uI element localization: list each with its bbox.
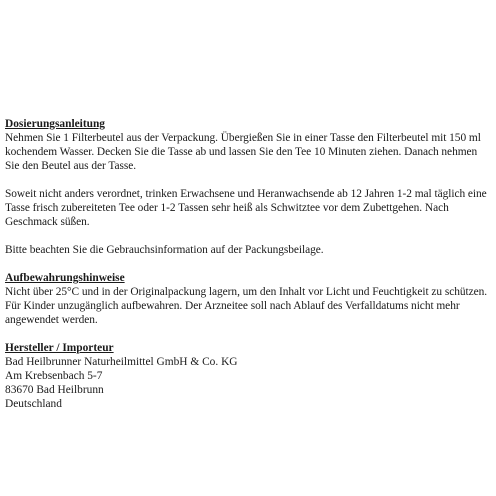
product-information-text — [5, 117, 493, 411]
dosage-section — [5, 117, 493, 257]
dosage-amount-paragraph: Soweit nicht anders verordnet, trinken Erwachsene und Heranwachsende ab 12 Jahren 1-2 mal täglich eine Tasse frisch zubereiteten Tee oder 1-2 Tassen sehr heiß als Schwitztee vor dem Zubettgehen. Nach Geschmack süßen. — [5, 188, 487, 228]
dosage-heading: Dosierungsanleitung — [5, 118, 106, 130]
manufacturer-section — [5, 341, 493, 411]
storage-heading: Aufbewahrungshinweise — [5, 272, 125, 284]
manufacturer-postal-city: 83670 Bad Heilbrunn — [5, 384, 104, 396]
manufacturer-heading: Hersteller / Importeur — [5, 342, 114, 354]
storage-section — [5, 271, 493, 327]
storage-text: Nicht über 25°C und in der Originalpackung lagern, um den Inhalt vor Licht und Feuchtigkeit zu schützen. Für Kinder unzugänglich aufbewahren. Der Arzneitee soll nach Ablauf des Verfalldatums nicht mehr angewendet werden. — [5, 286, 488, 326]
dosage-instructions-paragraph: Nehmen Sie 1 Filterbeutel aus der Verpackung. Übergießen Sie in einer Tasse den Filterbeutel mit 150 ml kochendem Wasser. Decken Sie die Tasse ab und lassen Sie den Tee 10 Minuten ziehen. Danach nehmen Sie den Beutel aus der Tasse. — [5, 132, 481, 172]
package-leaflet-note: Bitte beachten Sie die Gebrauchsinformation auf der Packungsbeilage. — [5, 244, 324, 256]
manufacturer-company-name: Bad Heilbrunner Naturheilmittel GmbH & Co. KG — [5, 356, 238, 368]
manufacturer-country: Deutschland — [5, 398, 62, 410]
manufacturer-street: Am Krebsenbach 5-7 — [5, 370, 103, 382]
